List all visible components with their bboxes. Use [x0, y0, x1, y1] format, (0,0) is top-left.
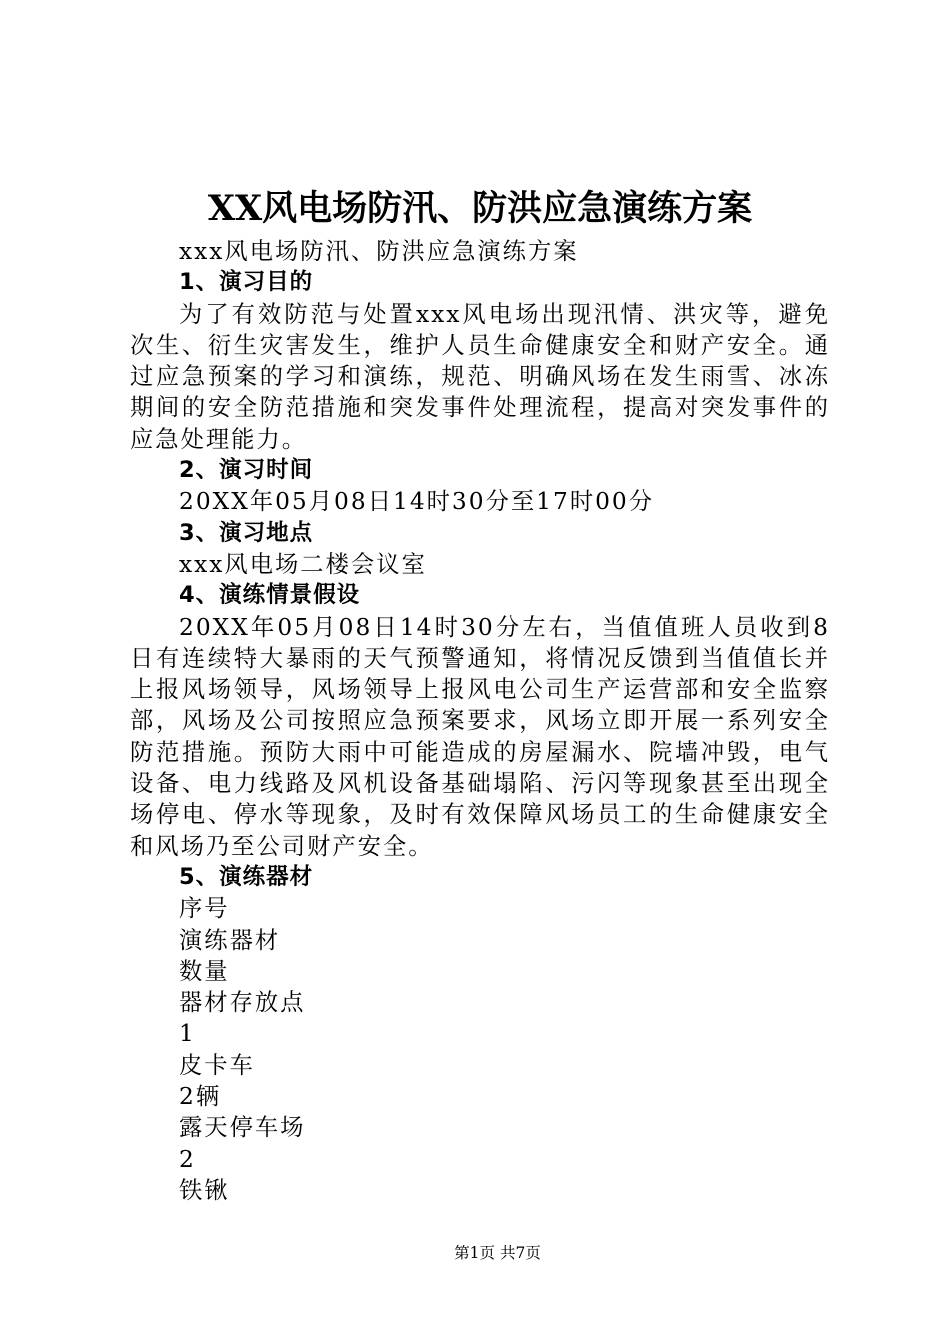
document-title: XX风电场防汛、防洪应急演练方案	[207, 188, 753, 229]
equipment-row-1-name: 皮卡车	[179, 1051, 255, 1079]
equipment-row-1-index: 1	[179, 1020, 196, 1048]
section-heading-location: 3、演习地点	[179, 519, 314, 546]
section-text-location: xxx风电场二楼会议室	[179, 550, 427, 578]
equipment-row-2-name: 铁锹	[179, 1176, 230, 1204]
page-footer: 第1页 共7页	[454, 1244, 541, 1262]
section-heading-time: 2、演习时间	[179, 457, 314, 484]
equipment-row-1-location: 露天停车场	[179, 1114, 306, 1142]
equipment-header-index: 序号	[179, 895, 230, 923]
equipment-header-name: 演练器材	[179, 926, 281, 954]
document-body	[130, 236, 830, 1206]
section-text-scenario: 20XX年05月08日14时30分左右，当值值班人员收到8日有连续特大暴雨的天气预警通知，将情况反馈到当值值长并上报风场领导，风场领导上报风电公司生产运营部和安全监察部，风场及公司按照应急预案要求，风场立即开展一系列安全防范措施。预防大雨中可能造成的房屋漏水、院墙冲毁，电气设备、电力线路及风机设备基础塌陷、污闪等现象甚至出现全场停电、停水等现象，及时有效保障风场员工的生命健康安全和风场乃至公司财产安全。	[130, 613, 830, 860]
section-text-time: 20XX年05月08日14时30分至17时00分	[179, 488, 655, 516]
section-heading-purpose: 1、演习目的	[179, 269, 314, 296]
equipment-row-1-quantity: 2辆	[179, 1083, 222, 1111]
section-heading-equipment: 5、演练器材	[179, 863, 314, 890]
section-text-purpose: 为了有效防范与处置xxx风电场出现汛情、洪灾等，避免次生、衍生灾害发生，维护人员生命健康安全和财产安全。通过应急预案的学习和演练，规范、明确风场在发生雨雪、冰冻期间的安全防范措施和突发事件处理流程，提高对突发事件的应急处理能力。	[130, 300, 830, 453]
document-subtitle: xxx风电场防汛、防洪应急演练方案	[179, 238, 579, 265]
section-heading-scenario: 4、演练情景假设	[179, 582, 361, 609]
equipment-header-location: 器材存放点	[179, 989, 306, 1017]
equipment-row-2-index: 2	[179, 1145, 196, 1173]
equipment-header-quantity: 数量	[179, 957, 230, 985]
